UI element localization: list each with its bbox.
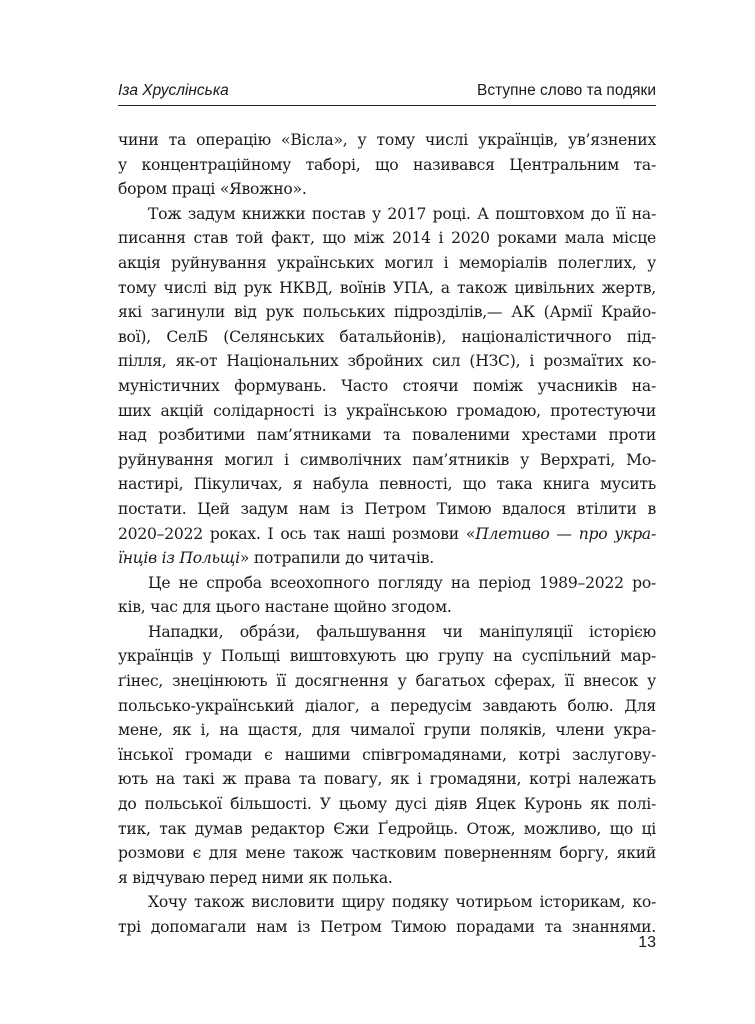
header-section-title: Вступне слово та подяки <box>477 82 656 99</box>
text-line: Тож задум книжки постав у 2017 році. А поштовхом до її на- <box>148 204 656 223</box>
text-line: ків, час для цього настане щойно згодом. <box>118 598 452 617</box>
text-line: руйнування могил і символічних пам’ятників у Верхраті, Мо- <box>118 450 656 469</box>
text-line: ють на такі ж права та повагу, як і громадяни, котрі належать <box>118 770 656 789</box>
text-line: вої), СелБ (Селянських батальйонів), націоналістичного під- <box>118 327 656 346</box>
text-line: настирі, Пікуличах, я набула певності, що така книга мусить <box>118 475 656 494</box>
text-line: постати. Цей задум нам із Петром Тимою вдалося втілити в <box>118 499 656 518</box>
text-line: тик, так думав редактор Єжи Ґедройць. Отож, можливо, що ці <box>118 819 656 838</box>
running-header <box>118 80 656 106</box>
text-line: Хочу також висловити щиру подяку чотирьом історикам, ко- <box>148 893 656 912</box>
paragraph <box>118 620 656 891</box>
text-line: ших акцій солідарності із українською громадою, протестуючи <box>118 401 656 420</box>
text-run: 2020–2022 роках. І ось так наші розмови « <box>118 524 476 543</box>
paragraph <box>118 890 656 939</box>
text-line: у концентраційному таборі, що називався Центральним та- <box>118 155 656 174</box>
text-line: які загинули від рук польських підрозділів,— АК (Армії Крайо- <box>118 303 656 322</box>
text-line: Нападки, обрáзи, фальшування чи маніпуляції історією <box>148 622 656 641</box>
page-number: 13 <box>638 934 656 951</box>
text-line: пілля, як-от Національних збройних сил (НЗС), і розмаїтих ко- <box>118 352 656 371</box>
book-title-italic: Плетиво — про укра- <box>475 524 656 543</box>
text-line: мене, як і, на щастя, для чималої групи поляків, члени укра- <box>118 721 656 740</box>
paragraph <box>118 202 656 571</box>
text-line <box>118 546 656 571</box>
text-line: українців у Польщі виштовхують цю групу на суспільний мар- <box>118 647 656 666</box>
text-run: » потрапили до читачів. <box>239 549 434 568</box>
paragraph <box>118 571 656 620</box>
text-line: муністичних формувань. Часто стоячи поміж учасників на- <box>118 376 656 395</box>
text-line: бором праці «Явожно». <box>118 180 307 199</box>
paragraph <box>118 128 656 202</box>
text-line: Це не спроба всеохопного погляду на період 1989–2022 ро- <box>148 573 656 592</box>
text-line: розмови є для мене також частковим поверненням боргу, який <box>118 844 656 863</box>
text-line: чини та операцію «Вісла», у тому числі українців, ув’язнених <box>118 131 656 149</box>
text-line: над розбитими пам’ятниками та поваленими хрестами проти <box>118 426 656 445</box>
header-rule <box>118 105 656 106</box>
text-line: ґінес, знецінюють її досягнення у багатьох сферах, її внесок у <box>118 672 656 691</box>
text-line: їнської громади є нашими співгромадянами, котрі заслугову- <box>118 745 656 764</box>
text-line: я відчуваю перед ними як полька. <box>118 868 393 887</box>
text-line: акція руйнування українських могил і меморіалів полеглих, у <box>118 253 656 272</box>
text-line: писання став той факт, що між 2014 і 2020 роками мала місце <box>118 229 656 248</box>
text-line: польсько-український діалог, а передусім завдають болю. Для <box>118 696 656 715</box>
header-author: Іза Хруслінська <box>118 82 229 99</box>
text-line: тому числі від рук НКВД, воїнів УПА, а також цивільних жертв, <box>118 278 656 297</box>
text-line: трі допомагали нам із Петром Тимою порадами та знаннями. <box>118 918 656 936</box>
body-text <box>118 128 656 940</box>
book-title-italic: їнців із Польщі <box>118 549 240 568</box>
text-line: до польської більшості. У цьому дусі діяв Яцек Куронь як полі- <box>118 795 656 814</box>
text-line <box>118 522 656 547</box>
